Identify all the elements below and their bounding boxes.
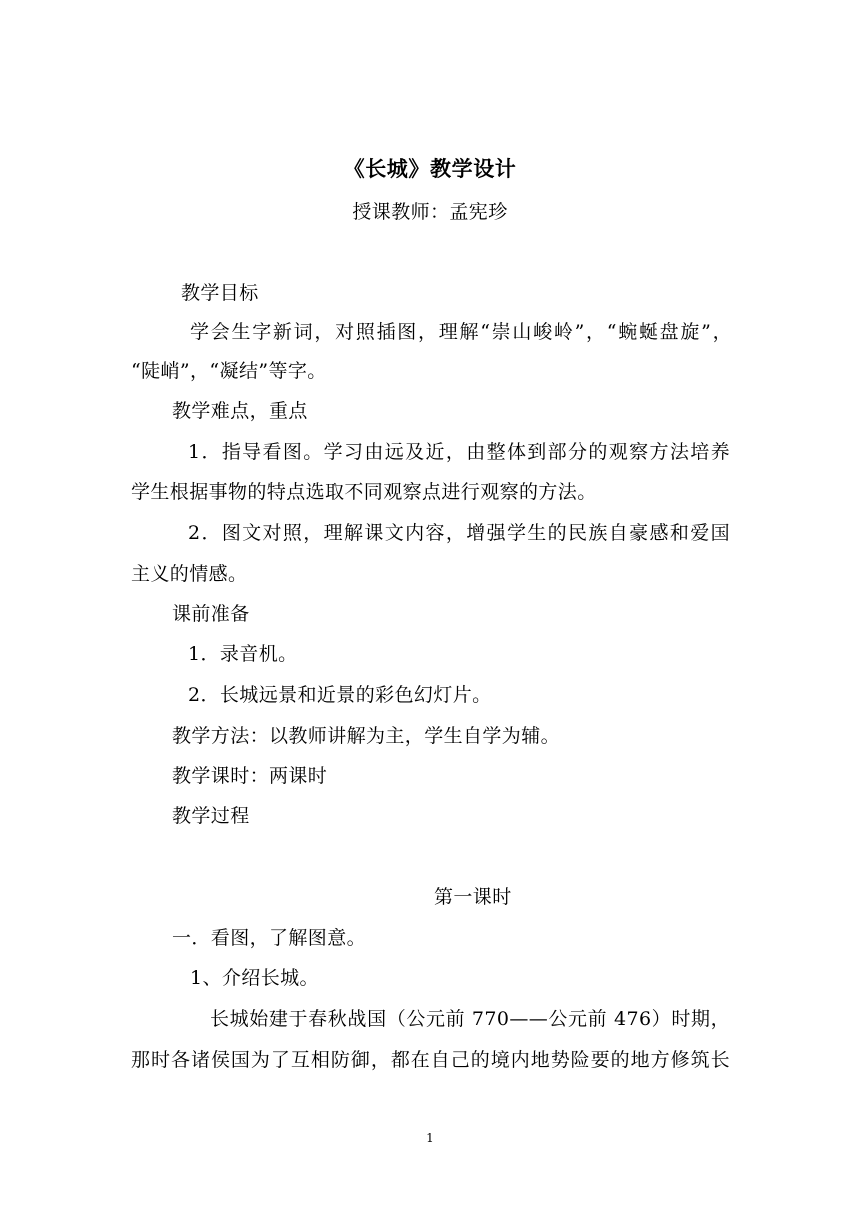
paragraph-line: 学生根据事物的特点选取不同观察点进行观察的方法。	[131, 481, 597, 503]
paragraph-line: 长城始建于春秋战国（公元前 770——公元前 476）时期，	[210, 1008, 730, 1030]
section-heading-process: 教学过程	[172, 805, 250, 827]
section-heading-preparation: 课前准备	[172, 603, 250, 625]
list-item: 1．指导看图。学习由远及近，由整体到部分的观察方法培养	[188, 441, 730, 463]
paragraph-line: 那时各诸侯国为了互相防御，都在自己的境内地势险要的地方修筑长	[131, 1049, 730, 1071]
sub-step-heading: 1、介绍长城。	[190, 967, 319, 989]
page-number: 1	[426, 1131, 434, 1145]
teaching-method: 教学方法：以教师讲解为主，学生自学为辅。	[172, 725, 561, 747]
author-line: 授课教师：孟宪珍	[352, 201, 508, 223]
step-heading: 一．看图，了解图意。	[172, 927, 367, 949]
section-heading-difficulties: 教学难点，重点	[172, 400, 308, 422]
paragraph-line: 学会生字新词，对照插图，理解“崇山峻岭”，“蜿蜒盘旋”，	[190, 321, 732, 343]
paragraph-line: “陡峭”，“凝结”等字。	[131, 360, 327, 382]
list-item: 1．录音机。	[188, 643, 298, 665]
paragraph-line: 主义的情感。	[131, 563, 248, 585]
document-title: 《长城》教学设计	[343, 156, 517, 181]
section-heading-objectives: 教学目标	[181, 282, 259, 304]
list-item: 2．图文对照，理解课文内容，增强学生的民族自豪感和爱国	[188, 522, 730, 544]
lesson-heading: 第一课时	[434, 886, 512, 908]
teaching-hours: 教学课时：两课时	[172, 765, 328, 787]
list-item: 2．长城远景和近景的彩色幻灯片。	[188, 684, 492, 706]
